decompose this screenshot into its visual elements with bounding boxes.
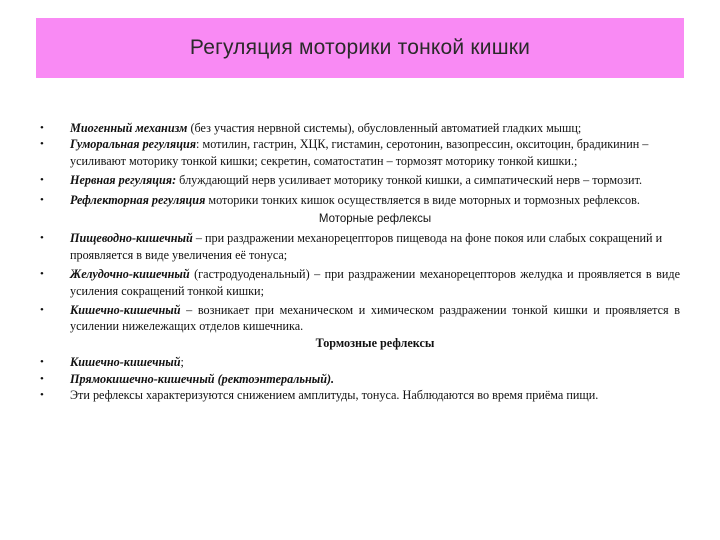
list-item-intestinal bbox=[40, 302, 680, 335]
item-text: – возникает при механическом и химическом раздражении тонкой кишки и проявляется в усилении нижележащих отделов кишечника. bbox=[70, 303, 680, 334]
list-item-intestinal-inhibitory bbox=[40, 354, 680, 370]
term: Гуморальная регуляция bbox=[70, 137, 197, 152]
item-text: – при раздражении механорецепторов пищевода на фоне покоя или слабых сокращений и проявляется в виде увеличения её тонуса; bbox=[70, 231, 663, 262]
section-heading-motor: Моторные рефлексы bbox=[318, 213, 432, 226]
list-item-rectoenteral bbox=[40, 371, 680, 387]
term: Желудочно-кишечный bbox=[70, 267, 190, 282]
term: Нервная регуляция: bbox=[70, 173, 177, 188]
title-banner bbox=[36, 18, 684, 78]
term: Прямокишечно-кишечный (ректоэнтеральный). bbox=[70, 371, 335, 386]
slide-title: Регуляция моторики тонкой кишки bbox=[189, 36, 531, 59]
item-text: Эти рефлексы характеризуются снижением амплитуды, тонуса. Наблюдаются во время приёма пищи. bbox=[70, 388, 599, 403]
item-text: ; bbox=[180, 355, 184, 370]
item-text: (без участия нервной системы), обусловленный автоматией гладких мышц; bbox=[187, 121, 582, 135]
item-text: блуждающий нерв усиливает моторику тонкой кишки, а симпатический нерв – тормозит. bbox=[176, 173, 643, 188]
item-text: (гастродуоденальный) – при раздражении механорецепторов желудка и проявляется в виде усиления сокращений тонкой кишки; bbox=[70, 267, 680, 298]
list-item-reflex bbox=[40, 192, 680, 208]
term: Кишечно-кишечный bbox=[70, 303, 181, 318]
term: Кишечно-кишечный bbox=[70, 355, 181, 370]
item-text: моторики тонких кишок осуществляется в виде моторных и тормозных рефлексов. bbox=[205, 192, 640, 207]
term: Рефлекторная регуляция bbox=[70, 192, 206, 207]
slide-body bbox=[40, 120, 680, 404]
list-item-myogenic bbox=[40, 120, 680, 136]
term: Пищеводно-кишечный bbox=[70, 231, 193, 246]
section-heading-inhibitory: Тормозные рефлексы bbox=[315, 335, 435, 350]
list-item-esophageal bbox=[40, 230, 680, 263]
list-item-summary bbox=[40, 387, 680, 403]
list-item-gastric bbox=[40, 266, 680, 299]
item-text: : мотилин, гастрин, ХЦК, гистамин, серотонин, вазопрессин, окситоцин, брадикинин – усиливают моторику тонкой кишки; секретин, соматостатин – тормозят моторику тонкой кишки.; bbox=[70, 137, 649, 168]
term: Миогенный механизм bbox=[70, 121, 188, 135]
list-item-nervous bbox=[40, 172, 680, 188]
list-item-humoral bbox=[40, 136, 680, 169]
